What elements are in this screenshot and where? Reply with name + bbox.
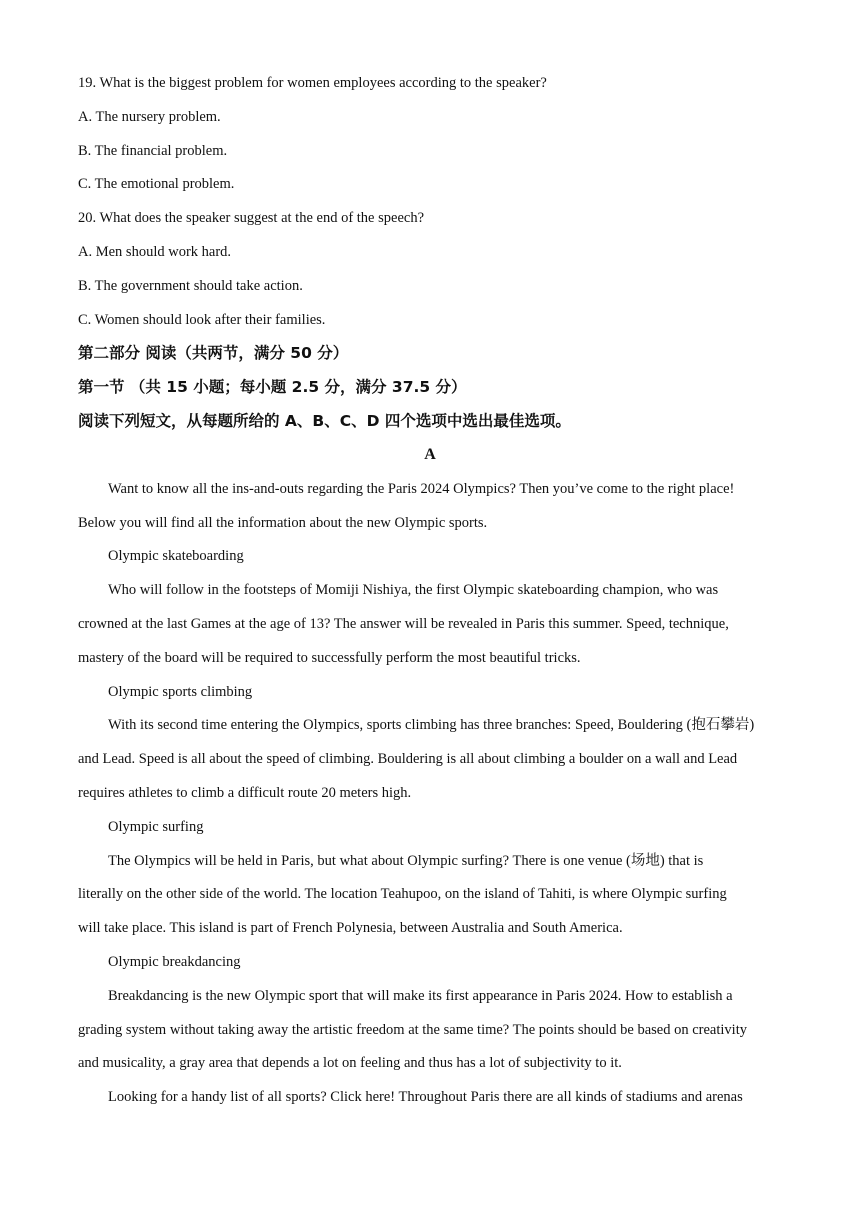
passage-label: A (424, 446, 436, 463)
question-19-stem: 19. What is the biggest problem for women employees according to the speaker? (78, 75, 547, 91)
passage-line: Breakdancing is the new Olympic sport that will make its first appearance in Paris 2024. How to establish a (108, 988, 733, 1004)
question-20-option-b: B. The government should take action. (78, 278, 303, 294)
question-20-option-c: C. Women should look after their families. (78, 312, 326, 328)
question-20-option-a: A. Men should work hard. (78, 244, 232, 260)
question-19-option-a: A. The nursery problem. (78, 109, 221, 125)
passage-line: mastery of the board will be required to successfully perform the most beautiful tricks. (78, 650, 581, 666)
subheading-skateboarding: Olympic skateboarding (108, 548, 244, 564)
section-instruction: 阅读下列短文，从每题所给的 A、B、C、D 四个选项中选出最佳选项。 (78, 412, 571, 430)
subheading-sports-climbing: Olympic sports climbing (108, 684, 253, 700)
question-20-stem: 20. What does the speaker suggest at the end of the speech? (78, 210, 425, 226)
passage-line: Below you will find all the information about the new Olympic sports. (78, 515, 488, 531)
passage-line: Who will follow in the footsteps of Momiji Nishiya, the first Olympic skateboarding champion, who was (108, 582, 719, 598)
passage-line: crowned at the last Games at the age of 13? The answer will be revealed in Paris this summer. Speed, technique, (78, 616, 729, 632)
passage-line: With its second time entering the Olympics, sports climbing has three branches: Speed, Bouldering (抱石攀岩) (108, 717, 755, 733)
passage-line: Want to know all the ins-and-outs regarding the Paris 2024 Olympics? Then you’ve come to the right place! (108, 481, 735, 497)
passage-line: literally on the other side of the world. The location Teahupoo, on the island of Tahiti, is where Olympic surfing (78, 886, 727, 902)
passage-line: The Olympics will be held in Paris, but what about Olympic surfing? There is one venue (场地) that is (108, 853, 704, 869)
part-title: 第二部分 阅读（共两节，满分 50 分） (78, 344, 349, 362)
question-19-option-c: C. The emotional problem. (78, 176, 235, 192)
passage-line: will take place. This island is part of French Polynesia, between Australia and South America. (78, 920, 623, 936)
subheading-breakdancing: Olympic breakdancing (108, 954, 241, 970)
passage-line: grading system without taking away the artistic freedom at the same time? The points should be based on creativity (78, 1022, 747, 1038)
passage-line: and Lead. Speed is all about the speed of climbing. Bouldering is all about climbing a boulder on a wall and Lead (78, 751, 738, 767)
subsection-title: 第一节 （共 15 小题；每小题 2.5 分，满分 37.5 分） (78, 378, 467, 396)
passage-line: and musicality, a gray area that depends a lot on feeling and thus has a lot of subjectivity to it. (78, 1055, 622, 1071)
question-19-option-b: B. The financial problem. (78, 143, 228, 159)
subheading-surfing: Olympic surfing (108, 819, 204, 835)
passage-line: Looking for a handy list of all sports? Click here! Throughout Paris there are all kinds of stadiums and arenas (108, 1089, 743, 1105)
passage-line: requires athletes to climb a difficult route 20 meters high. (78, 785, 412, 801)
